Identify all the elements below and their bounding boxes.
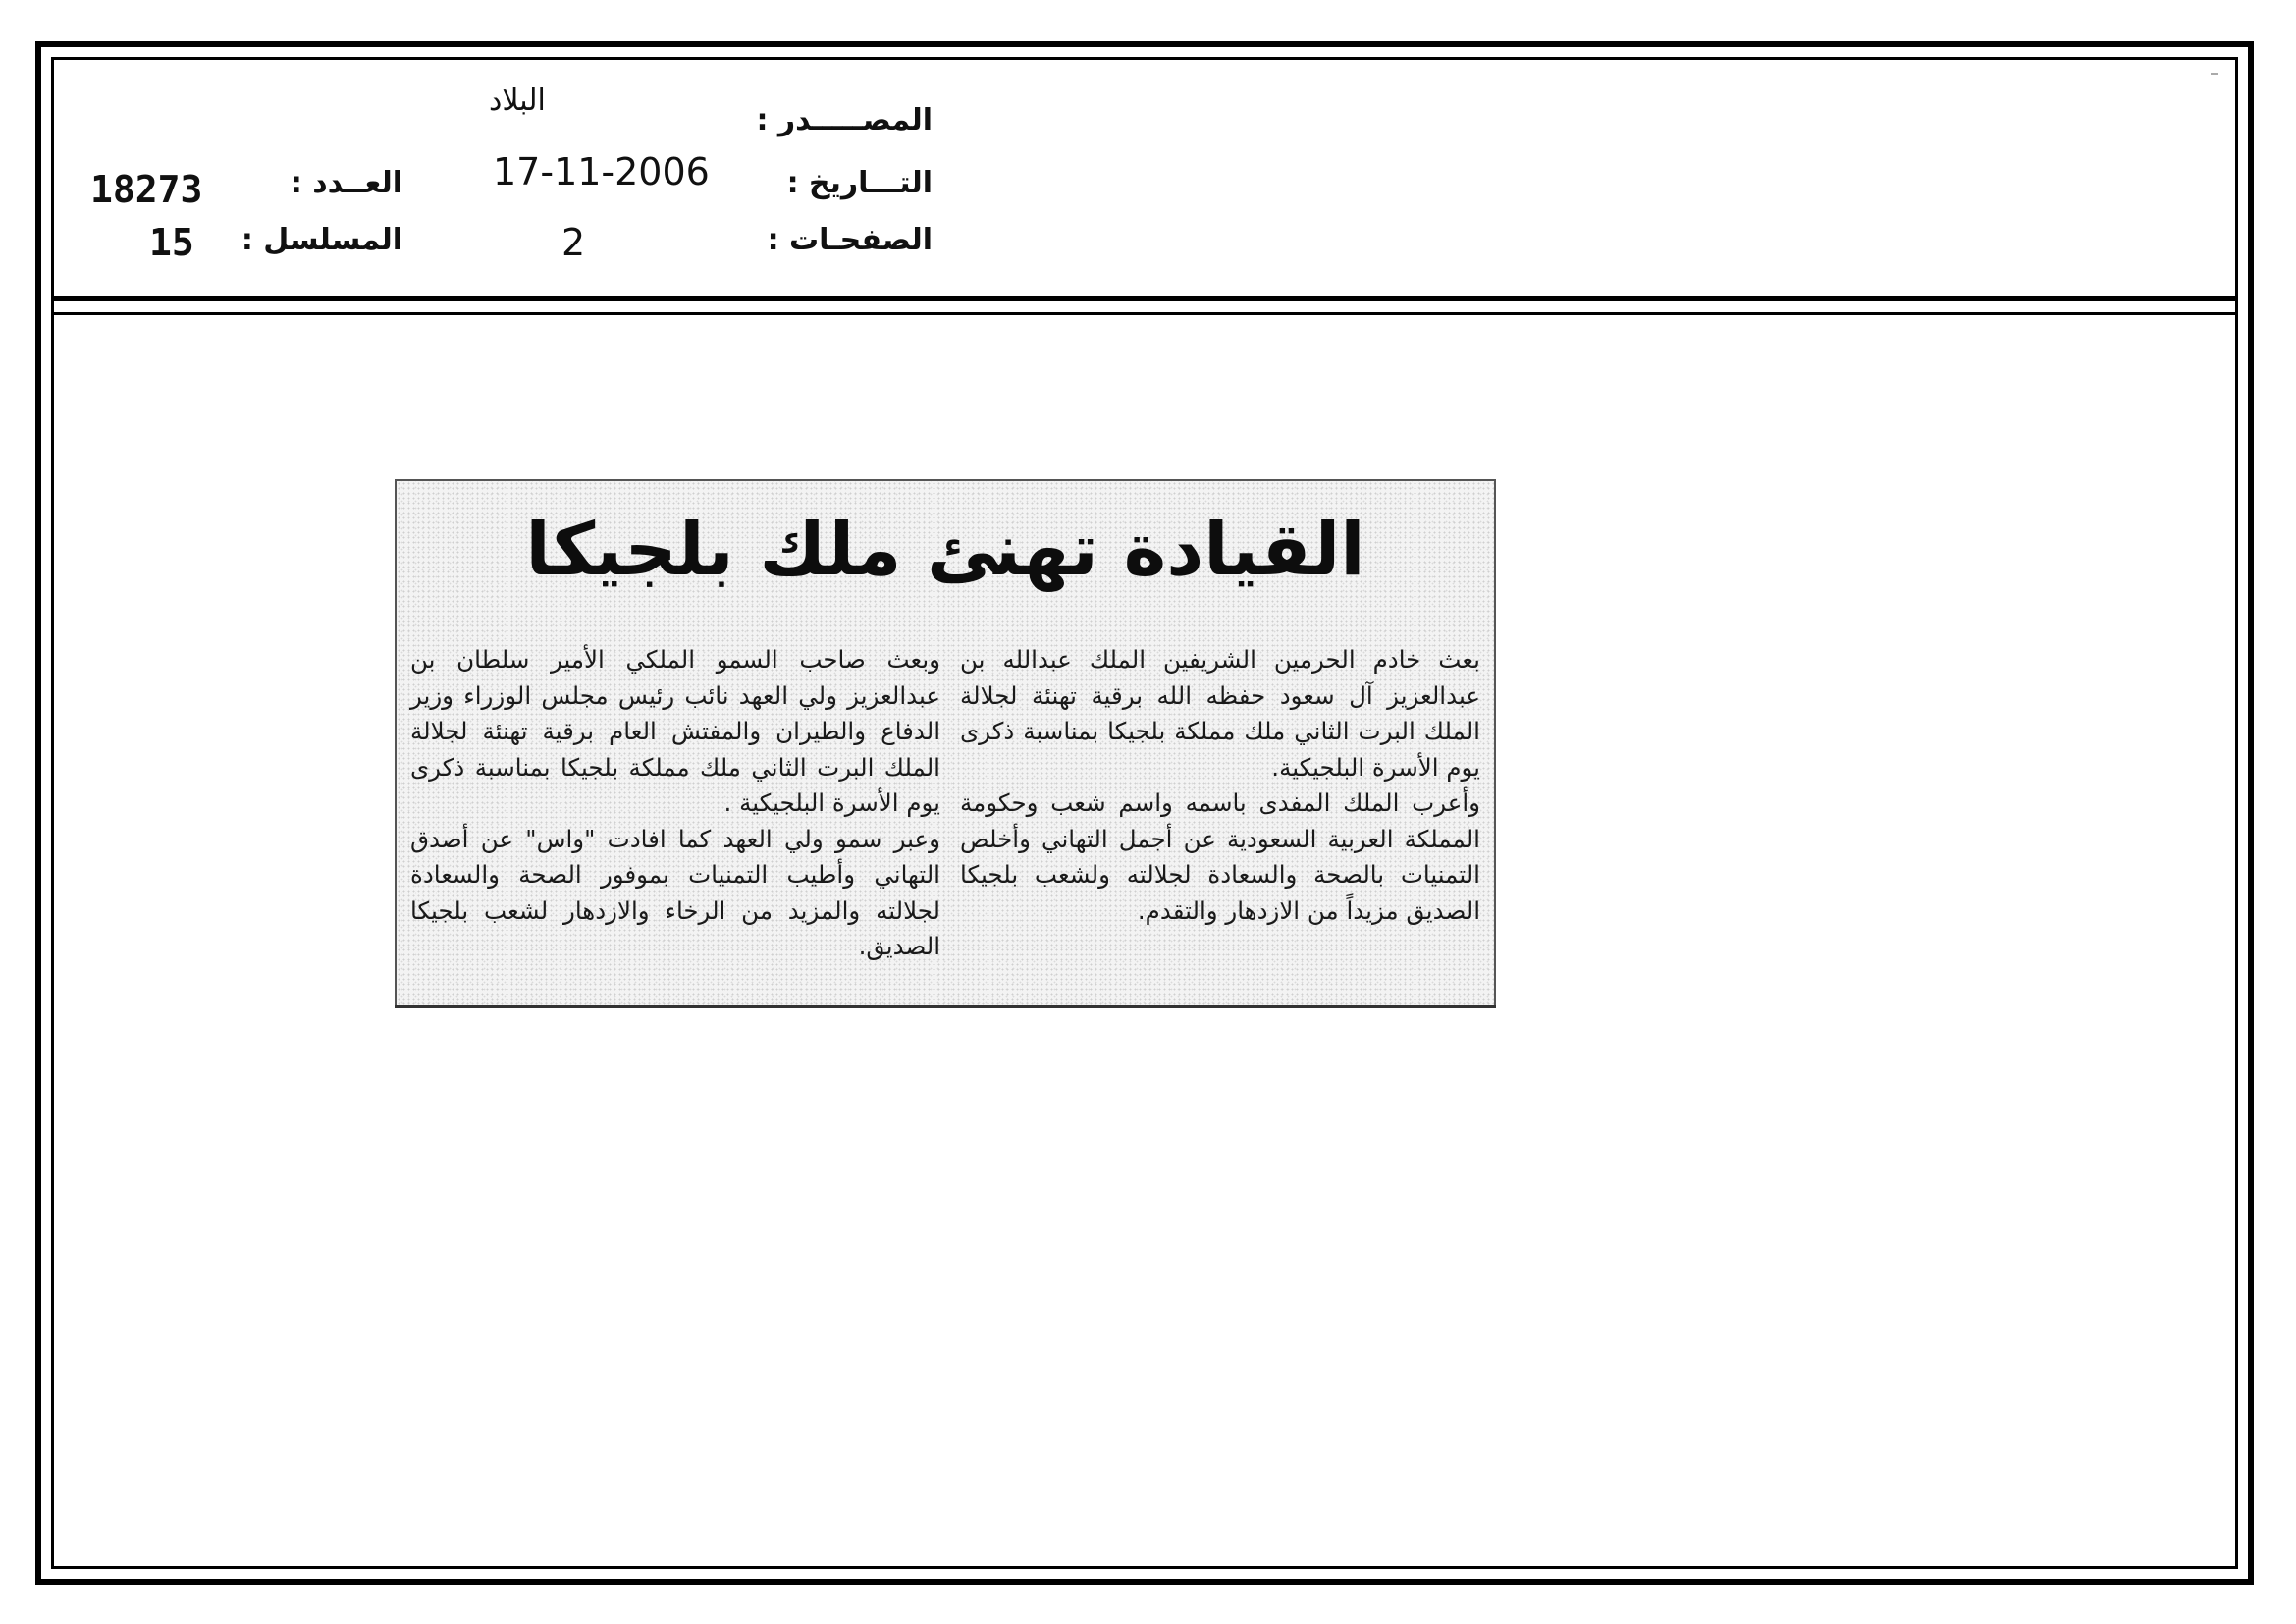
date-label: التـــاريخ : — [786, 166, 933, 200]
pages-value: 2 — [561, 221, 586, 264]
source-label: المصـــــدر : — [756, 103, 933, 137]
article-headline: القيادة تهنئ ملك بلجيكا — [525, 508, 1365, 592]
pages-label: الصفحـات : — [767, 223, 933, 257]
article-column-left — [410, 642, 940, 965]
article-column-right — [960, 642, 1480, 929]
article-paragraph: بعث خادم الحرمين الشريفين الملك عبدالله بن عبدالعزيز آل سعود حفظه الله برقية تهنئة لجلالة الملك البرت الثاني ملك مملكة بلجيكا بمناسبة ذكرى يوم الأسرة البلجيكية. — [960, 645, 1480, 782]
clipping-bottom-rule — [395, 1005, 1496, 1008]
article-paragraph: وعبر سمو ولي العهد كما افادت "واس" عن أصدق التهاني وأطيب التمنيات بموفور الصحة والسعادة لجلالته والمزيد من الرخاء والازدهار لشعب بلجيكا الصديق. — [410, 824, 940, 960]
article-paragraph: وأعرب الملك المفدى باسمه واسم شعب وحكومة المملكة العربية السعودية عن أجمل التهاني وأخلص التمنيات بالصحة والسعادة لجلالته ولشعب بلجيكا الصديق مزيداً من الازدهار والتقدم. — [960, 788, 1480, 925]
source-value: البلاد — [489, 83, 546, 118]
serial-value: 15 — [149, 221, 194, 264]
issue-label: العــدد : — [290, 166, 402, 200]
header-divider-thick — [51, 296, 2238, 301]
issue-value: 18273 — [90, 168, 203, 211]
article-clipping — [395, 479, 1496, 1007]
scan-mark — [2211, 73, 2218, 75]
serial-label: المسلسل : — [240, 223, 402, 257]
header-divider-thin — [51, 312, 2238, 315]
article-paragraph: وبعث صاحب السمو الملكي الأمير سلطان بن عبدالعزيز ولي العهد نائب رئيس مجلس الوزراء وزير الدفاع والطيران والمفتش العام برقية تهنئة لجلالة الملك البرت الثاني ملك مملكة بلجيكا بمناسبة ذكرى يوم الأسرة البلجيكية . — [410, 645, 940, 817]
date-value: 17-11-2006 — [493, 150, 710, 193]
